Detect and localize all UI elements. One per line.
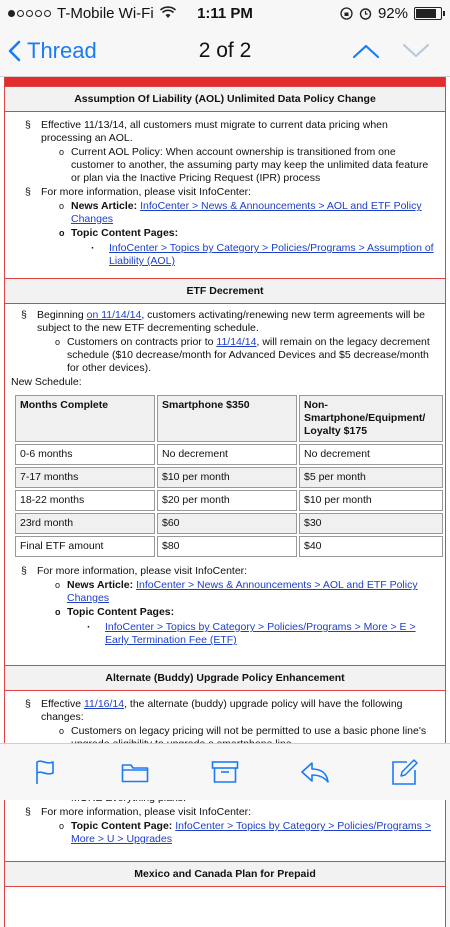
- new-schedule-label: New Schedule:: [11, 376, 82, 388]
- etf-beginning-note: [9, 309, 441, 335]
- next-message-button[interactable]: [402, 43, 430, 59]
- table-cell: $60: [157, 513, 297, 534]
- etf-date-link[interactable]: on 11/14/14: [86, 309, 142, 321]
- etf-more-info: § For more information, please visit InfoCenter:: [9, 565, 441, 578]
- folder-icon: [121, 761, 149, 783]
- table-cell: 18-22 months: [15, 490, 155, 511]
- etf-text: Beginning: [37, 309, 87, 321]
- etf-text: , will remain on the legacy decrement schedule ($10 decrease/month for Advanced Devices and $5 decrease/month for other devices).: [67, 336, 430, 374]
- table-cell: $10 per month: [299, 490, 443, 511]
- nav-bar: [0, 26, 450, 77]
- table-row: [15, 536, 443, 557]
- etf-topic-link[interactable]: InfoCenter > Topics by Category > Policies/Programs > More > E > Early Termination Fee (ETF): [105, 621, 416, 646]
- compose-icon: [391, 758, 419, 786]
- reply-button[interactable]: [295, 752, 335, 792]
- clock: 1:11 PM: [197, 4, 253, 22]
- aol-current-policy: o Current AOL Policy: When account ownership is transitioned from one customer to another, the assuming party may keep the unlimited data feature or plan via the Inactive Pricing Request (IPR) process: [13, 146, 437, 185]
- message-body[interactable]: [0, 77, 450, 880]
- table-cell: $40: [299, 536, 443, 557]
- section-mexico: [5, 887, 445, 927]
- thread-position: 2 of 2: [198, 39, 252, 62]
- flag-button[interactable]: [25, 752, 65, 792]
- table-cell: 0-6 months: [15, 444, 155, 465]
- section-etf: [5, 304, 445, 657]
- table-row: [15, 467, 443, 488]
- section-title-buddy: Alternate (Buddy) Upgrade Policy Enhancement: [5, 665, 445, 691]
- etf-topic-label: o Topic Content Pages:: [9, 606, 441, 619]
- table-cell: $10 per month: [157, 467, 297, 488]
- news-label: News Article:: [71, 200, 138, 212]
- buddy-text: , the alternate (buddy) upgrade policy will have the following changes:: [41, 698, 403, 723]
- previous-message-button[interactable]: [352, 43, 380, 59]
- news-label: News Article:: [67, 579, 134, 591]
- etf-text: , customers activating/renewing new term agreements will be subject to the new ETF decrementing schedule.: [37, 309, 425, 334]
- buddy-topic-link[interactable]: InfoCenter > Topics by Category > Policies/Programs > More > U > Upgrades: [71, 820, 431, 845]
- table-cell: 23rd month: [15, 513, 155, 534]
- buddy-change-item: o Customers on legacy pricing will not be permitted to use a basic phone line's: [13, 725, 437, 751]
- buddy-topic-item: [13, 820, 437, 846]
- flag-icon: [34, 759, 56, 785]
- aol-effective-note: § Effective 11/13/14, all customers must migrate to current data pricing when processing an AOL.: [13, 119, 437, 145]
- aol-topic-link[interactable]: InfoCenter > Topics by Category > Policies/Programs > Assumption of Liability (AOL): [109, 242, 434, 267]
- aol-topic-item: [13, 242, 437, 268]
- table-header-row: [15, 395, 443, 442]
- etf-news-item: [9, 579, 441, 605]
- etf-schedule-table: [13, 393, 445, 559]
- carrier-label: T-Mobile Wi-Fi: [57, 4, 154, 22]
- battery-icon: [414, 7, 442, 20]
- etf-legacy-date-link[interactable]: 11/14/14: [216, 336, 257, 348]
- orientation-lock-icon: [340, 7, 353, 20]
- archive-icon: [211, 760, 239, 784]
- section-title-aol: Assumption Of Liability (AOL) Unlimited Data Policy Change: [5, 86, 445, 112]
- aol-news-item: [13, 200, 437, 226]
- etf-news-link[interactable]: InfoCenter > News & Announcements > AOL and ETF Policy Changes: [67, 579, 418, 604]
- reply-icon: [300, 761, 330, 783]
- aol-more-info: § For more information, please visit InfoCenter:: [13, 186, 437, 199]
- table-row: [15, 444, 443, 465]
- section-aol: [5, 112, 445, 278]
- bottom-toolbar: [0, 743, 450, 800]
- etf-legacy-note: [9, 336, 441, 375]
- table-cell: No decrement: [299, 444, 443, 465]
- aol-news-link[interactable]: InfoCenter > News & Announcements > AOL and ETF Policy Changes: [71, 200, 422, 225]
- table-cell: $30: [299, 513, 443, 534]
- table-row: [15, 513, 443, 534]
- buddy-effective-note: [13, 698, 437, 724]
- table-cell: $5 per month: [299, 467, 443, 488]
- table-cell: Final ETF amount: [15, 536, 155, 557]
- buddy-date-link[interactable]: 11/16/14: [84, 698, 125, 710]
- status-right: [340, 5, 442, 22]
- archive-button[interactable]: [205, 752, 245, 792]
- table-cell: $80: [157, 536, 297, 557]
- etf-topic-item: [9, 621, 441, 647]
- table-cell: 7-17 months: [15, 467, 155, 488]
- table-header-cell: Months Complete: [15, 395, 155, 442]
- topic-label: Topic Content Page:: [71, 820, 173, 832]
- table-row: [15, 490, 443, 511]
- etf-text: Customers on contracts prior to: [67, 336, 217, 348]
- status-bar: [0, 0, 450, 26]
- battery-percent: 92%: [377, 4, 408, 22]
- compose-button[interactable]: [385, 752, 425, 792]
- alarm-icon: [359, 7, 372, 20]
- aol-topic-label: o Topic Content Pages:: [13, 227, 437, 240]
- back-label: Thread: [27, 38, 97, 63]
- table-header-cell: Smartphone $350: [157, 395, 297, 442]
- move-to-folder-button[interactable]: [115, 752, 155, 792]
- header-stripe: [5, 77, 445, 86]
- section-title-etf: ETF Decrement: [5, 278, 445, 304]
- table-header-cell: Non-Smartphone/Equipment/ Loyalty $175: [299, 395, 443, 442]
- table-cell: No decrement: [157, 444, 297, 465]
- table-cell: $20 per month: [157, 490, 297, 511]
- section-title-mexico: Mexico and Canada Plan for Prepaid: [5, 861, 445, 887]
- buddy-text: Effective: [41, 698, 84, 710]
- buddy-more-info: § For more information, please visit InfoCenter:: [13, 806, 437, 819]
